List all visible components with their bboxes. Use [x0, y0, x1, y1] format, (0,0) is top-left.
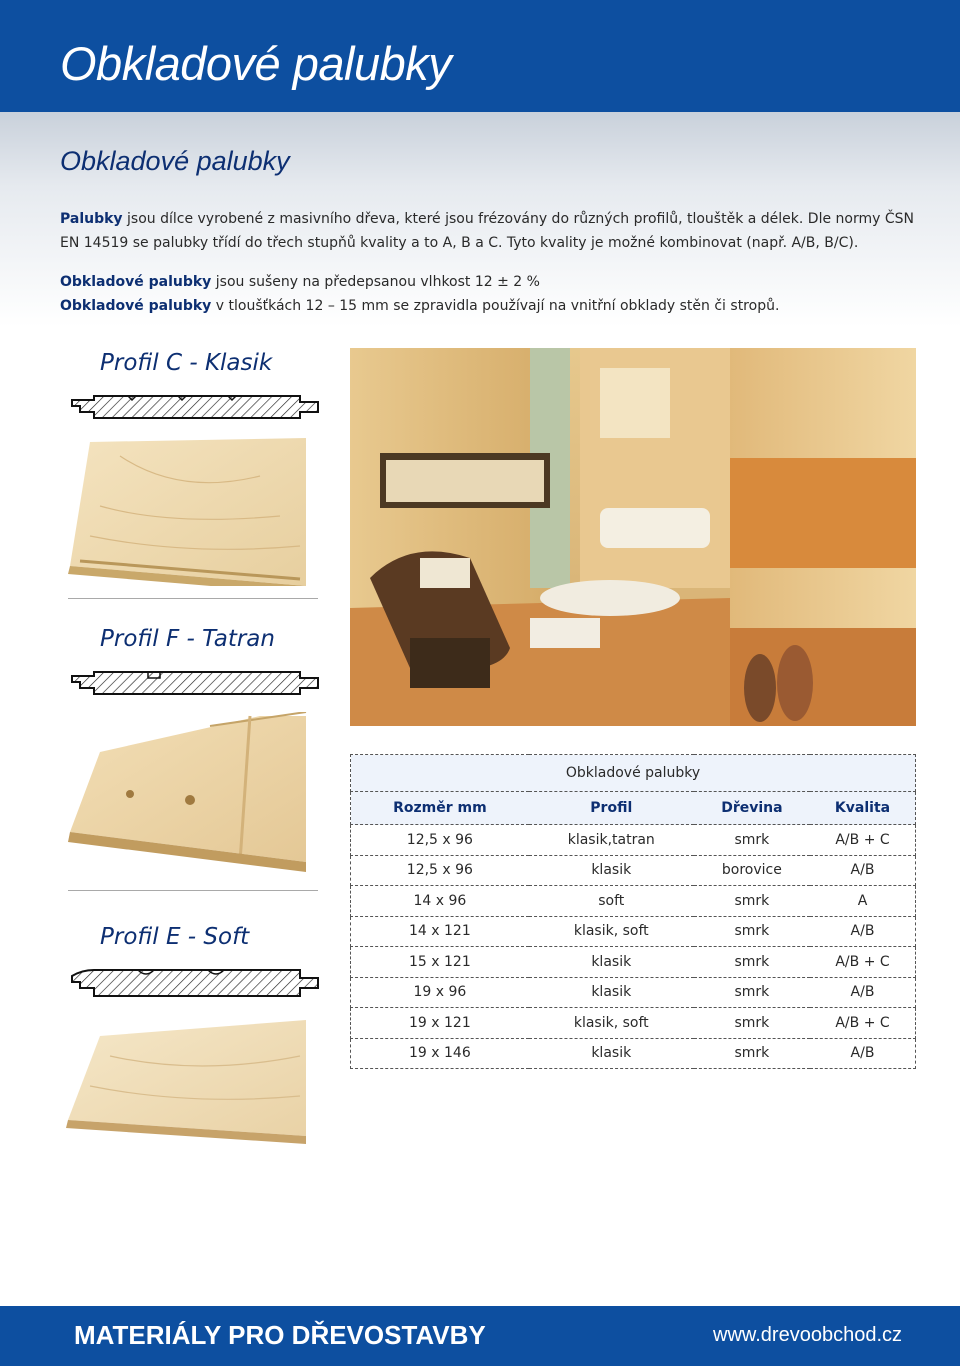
table-cell: smrk	[694, 825, 810, 856]
table-cell: 19 x 96	[351, 977, 529, 1008]
section-title: Obkladové palubky	[60, 146, 290, 176]
table-row	[351, 977, 916, 1008]
intro-p2-bold: Obkladové palubky	[60, 274, 212, 290]
profile-f-board-image	[60, 712, 310, 877]
table-cell: A/B + C	[810, 1008, 915, 1039]
column-header: Profil	[529, 792, 694, 825]
table-row	[351, 1038, 916, 1069]
table-cell: klasik	[529, 855, 694, 886]
table-cell: A/B + C	[810, 947, 915, 978]
table-row	[351, 825, 916, 856]
table-cell: soft	[529, 886, 694, 917]
divider	[68, 890, 318, 891]
column-header: Dřevina	[694, 792, 810, 825]
table-row	[351, 947, 916, 978]
header-bar	[0, 0, 960, 112]
intro-paragraph-1	[60, 208, 920, 255]
table-row	[351, 886, 916, 917]
table-cell: smrk	[694, 1008, 810, 1039]
table-cell: smrk	[694, 916, 810, 947]
intro-p2-text: jsou sušeny na předepsanou vlhkost 12 ± 2 %	[211, 274, 540, 290]
intro-p3-text: v tloušťkách 12 – 15 mm se zpravidla používají na vnitřní obklady stěn či stropů.	[211, 297, 780, 314]
table-cell: smrk	[694, 947, 810, 978]
intro-p3-bold: Obkladové palubky	[60, 297, 212, 314]
product-table	[350, 754, 916, 1069]
column-header: Rozměr mm	[351, 792, 529, 825]
table-cell: klasik, soft	[529, 1008, 694, 1039]
footer-website-link[interactable]: www.drevoobchod.cz	[713, 1324, 902, 1346]
table-row	[351, 855, 916, 886]
table-cell: A/B	[810, 1038, 915, 1069]
table-cell: A/B	[810, 855, 915, 886]
intro-paragraph-2	[60, 271, 920, 295]
table-cell: 12,5 x 96	[351, 825, 529, 856]
table-cell: borovice	[694, 855, 810, 886]
divider	[68, 598, 318, 599]
profile-e-board-image	[60, 1016, 310, 1146]
column-header: Kvalita	[810, 792, 915, 825]
table-title-row	[351, 755, 916, 792]
profile-c-board-image	[60, 436, 310, 586]
table-cell: A	[810, 886, 915, 917]
profile-f-cross-section	[68, 668, 320, 700]
profile-c-title: Profil C - Klasik	[100, 350, 273, 376]
table-cell: 19 x 146	[351, 1038, 529, 1069]
table-cell: klasik,tatran	[529, 825, 694, 856]
table-cell: smrk	[694, 886, 810, 917]
table-cell: 15 x 121	[351, 947, 529, 978]
interior-photo	[350, 348, 916, 726]
profile-e-title: Profil E - Soft	[100, 924, 250, 950]
intro-p1-bold: Palubky	[60, 211, 123, 227]
table-cell: 14 x 96	[351, 886, 529, 917]
table-cell: 14 x 121	[351, 916, 529, 947]
profile-e-cross-section	[68, 966, 320, 1000]
table-row	[351, 1008, 916, 1039]
table-cell: A/B + C	[810, 825, 915, 856]
intro-p1-text: jsou dílce vyrobené z masivního dřeva, které jsou frézovány do různých profilů, tlouštěk a délek. Dle normy ČSN EN 14519 se palubky třídí do třech stupňů kvality a to A, B a C. Tyto kvality je možné kombinovat (např. A/B, B/C).	[60, 211, 914, 251]
table-cell: smrk	[694, 977, 810, 1008]
profile-c-cross-section	[68, 392, 320, 424]
table-cell: 19 x 121	[351, 1008, 529, 1039]
table-cell: klasik	[529, 977, 694, 1008]
table-cell: klasik, soft	[529, 916, 694, 947]
table-cell: 12,5 x 96	[351, 855, 529, 886]
table-cell: klasik	[529, 1038, 694, 1069]
table-cell: A/B	[810, 977, 915, 1008]
table-header-row	[351, 792, 916, 825]
table-title: Obkladové palubky	[351, 755, 916, 792]
page-title: Obkladové palubky	[60, 37, 452, 90]
table-cell: klasik	[529, 947, 694, 978]
profile-f-title: Profil F - Tatran	[100, 626, 275, 652]
table-row	[351, 916, 916, 947]
table-cell: smrk	[694, 1038, 810, 1069]
footer-bar	[0, 1306, 960, 1366]
footer-tagline: MATERIÁLY PRO DŘEVOSTAVBY	[74, 1320, 486, 1350]
intro-paragraph-3	[60, 295, 920, 319]
table-cell: A/B	[810, 916, 915, 947]
intro-text	[60, 208, 920, 318]
